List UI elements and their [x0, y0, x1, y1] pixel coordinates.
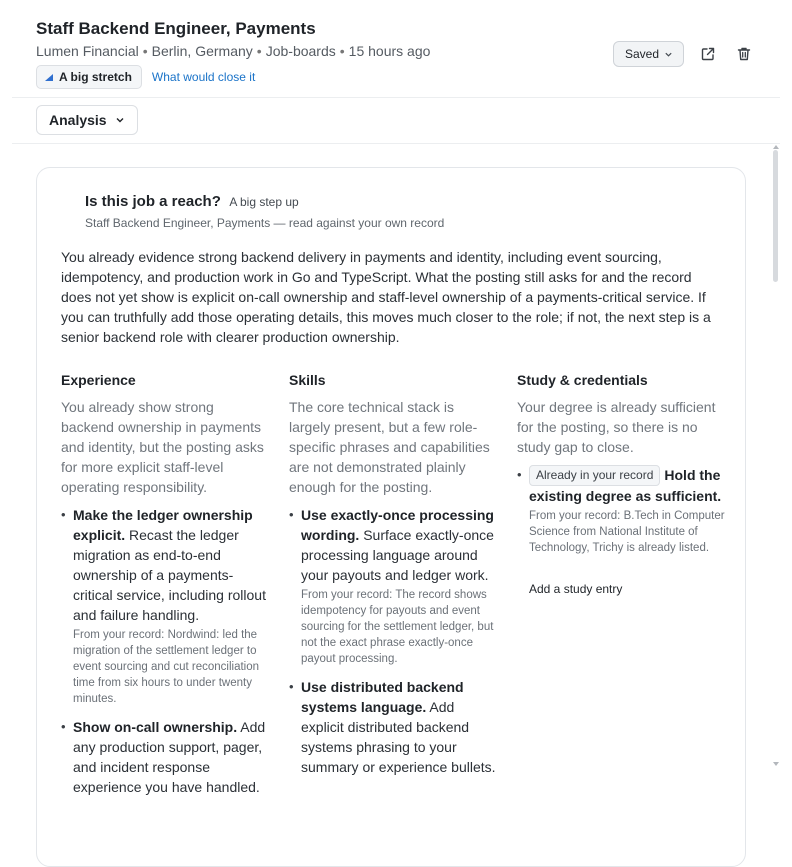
- reach-question: Is this job a reach?: [85, 193, 221, 210]
- what-would-close-it-link[interactable]: What would close it: [151, 70, 256, 84]
- item-text: Recast the ledger migration as end-to-end ownership of a payments-critical service, including rollout and failure handling.: [73, 527, 266, 623]
- meta-separator: •: [142, 43, 148, 59]
- reach-summary: You already evidence strong backend delivery in payments and identity, including event sourcing, idempotency, and production work in Go and TypeScript. What the posting still asks for and the record does not yet show is explicit on-call ownership and staff-level ownership of a payments-critical service. If you can truthfully add those operating details, this moves much closer to the role; if not, the next step is a senior backend role with clearer production ownership.: [61, 249, 711, 345]
- item-lead: Make the ledger ownership explicit.: [73, 507, 253, 543]
- scroll-down-arrow-icon[interactable]: [773, 762, 779, 766]
- job-location: Berlin, Germany: [151, 43, 253, 59]
- item-lead: Use distributed backend systems language.: [301, 679, 464, 715]
- trash-icon: [736, 46, 752, 62]
- scrollbar-thumb[interactable]: [773, 150, 778, 282]
- open-external-button[interactable]: [696, 42, 720, 66]
- experience-intro: You already show strong backend ownership in payments and identity, but the posting asks for more explicit staff-level operating responsibility.: [61, 399, 264, 495]
- item-lead: Hold the existing degree as sufficient.: [529, 467, 722, 504]
- meta-separator: •: [256, 43, 262, 59]
- analysis-scroll-area[interactable]: [0, 144, 792, 795]
- study-intro: Your degree is already sufficient for the posting, so there is no study gap to close.: [517, 399, 716, 455]
- skills-intro: The core technical stack is largely present, but a few role-specific phrases and capabilities are not demonstrated plainly enough for the posting.: [289, 399, 490, 495]
- skills-items: [289, 505, 497, 777]
- add-study-entry-button[interactable]: Add a study entry: [529, 582, 623, 596]
- posted-time: 15 hours ago: [348, 43, 431, 59]
- job-source: Job-boards: [265, 43, 336, 59]
- chevron-down-icon: [115, 115, 125, 125]
- record-evidence: From your record: B.Tech in Computer Science from National Institute of Technology, Trichy is already listed.: [529, 510, 725, 554]
- reach-badge-row: [36, 65, 255, 89]
- already-in-record-chip: Already in your record: [529, 465, 660, 486]
- experience-items: [61, 505, 269, 797]
- saved-label: Saved: [624, 47, 659, 61]
- list-item: [517, 465, 725, 556]
- card-title: [85, 193, 299, 211]
- skills-heading: Skills: [289, 372, 326, 388]
- item-text: Add any production support, pager, and incident response experience you have handled.: [73, 719, 266, 795]
- card-subtitle: Staff Backend Engineer, Payments — read against your own record: [85, 216, 445, 230]
- signal-triangle-icon: [45, 74, 53, 81]
- experience-heading: Experience: [61, 372, 136, 388]
- list-item: [61, 505, 269, 707]
- study-items: [517, 465, 725, 556]
- record-evidence: From your record: Nordwind: led the migration of the settlement ledger to event sourcing and cut reconciliation time from six hours to under twenty minutes.: [73, 629, 260, 705]
- reach-analysis-card: [36, 167, 746, 867]
- reach-badge-label: A big stretch: [59, 70, 132, 84]
- scroll-up-arrow-icon[interactable]: [773, 145, 779, 149]
- job-header: [0, 0, 792, 98]
- study-heading: Study & credentials: [517, 372, 648, 388]
- item-text: Surface exactly-once processing language around your payouts and ledger work.: [301, 527, 494, 583]
- header-actions: [613, 41, 756, 67]
- skills-column: [289, 372, 497, 787]
- experience-column: [61, 372, 269, 807]
- external-link-icon: [700, 46, 716, 62]
- reach-badge: [36, 65, 142, 89]
- item-text: Add explicit distributed backend systems phrasing to your summary or experience bullets.: [301, 699, 496, 775]
- header-divider: [12, 97, 780, 98]
- job-meta: [36, 43, 430, 59]
- job-title: Staff Backend Engineer, Payments: [36, 19, 316, 38]
- item-lead: Show on-call ownership.: [73, 719, 238, 735]
- meta-separator: •: [339, 43, 345, 59]
- study-column: [517, 372, 725, 598]
- analysis-label: Analysis: [49, 112, 107, 128]
- list-item: [289, 677, 497, 777]
- list-item: [61, 717, 269, 797]
- delete-button[interactable]: [732, 42, 756, 66]
- record-evidence: From your record: The record shows idempotency for payouts and event sourcing for the settlement ledger, but not the exact phrase exactly-once payout processing.: [301, 589, 494, 665]
- item-lead: Use exactly-once processing wording.: [301, 507, 494, 543]
- company-name: Lumen Financial: [36, 43, 139, 59]
- list-item: [289, 505, 497, 667]
- reach-tag: A big step up: [229, 195, 299, 209]
- saved-status-button[interactable]: [613, 41, 684, 67]
- analysis-dropdown[interactable]: [36, 105, 138, 135]
- chevron-down-icon: [664, 50, 673, 59]
